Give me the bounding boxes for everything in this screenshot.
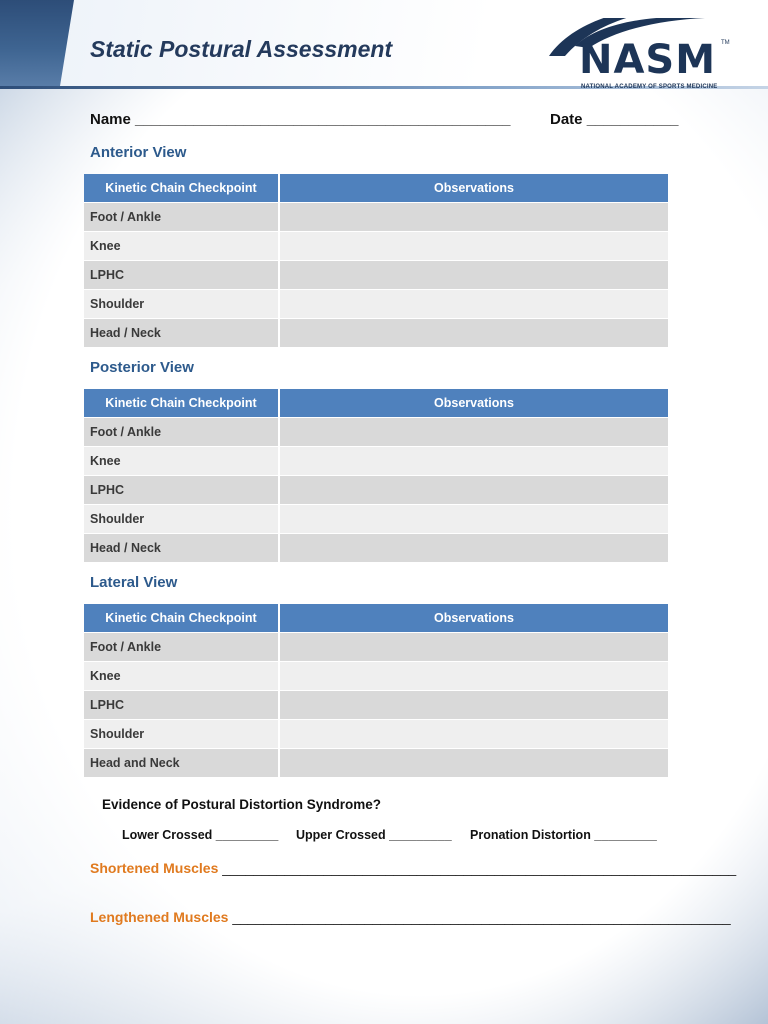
table-row [84,418,669,447]
table-row [84,691,669,720]
checkpoint-label: Foot / Ankle [84,633,279,662]
observation-cell[interactable] [279,203,669,232]
lower-crossed-field[interactable]: Lower Crossed _________ [122,828,279,842]
shortened-muscles-underline: __________________________________________________________________ [222,860,737,876]
shortened-muscles-field[interactable] [90,860,736,876]
evidence-question: Evidence of Postural Distortion Syndrome? [102,797,382,812]
name-underline: _____________________________________________ [135,111,511,128]
observation-cell[interactable] [279,749,669,778]
table-row [84,319,669,348]
observations-header: Observations [279,604,669,633]
checkpoint-header: Kinetic Chain Checkpoint [84,389,279,418]
checkpoint-label: LPHC [84,476,279,505]
lateral-table [84,604,670,778]
observation-cell[interactable] [279,319,669,348]
checkpoint-label: Head and Neck [84,749,279,778]
section-title-posterior: Posterior View [90,359,194,376]
table-row [84,447,669,476]
logo-trademark: TM [721,40,730,46]
table-row [84,662,669,691]
nasm-logo [545,18,730,94]
section-title-anterior: Anterior View [90,144,187,161]
table-row [84,261,669,290]
anterior-table [84,174,670,348]
observation-cell[interactable] [279,418,669,447]
lengthened-muscles-label: Lengthened Muscles [90,909,229,925]
checkpoint-label: Foot / Ankle [84,418,279,447]
section-title-lateral: Lateral View [90,574,178,591]
observation-cell[interactable] [279,476,669,505]
observation-cell[interactable] [279,505,669,534]
observation-cell[interactable] [279,447,669,476]
table-row [84,505,669,534]
checkpoint-label: Knee [84,447,279,476]
table-row [84,290,669,319]
observations-header: Observations [279,174,669,203]
checkpoint-label: Head / Neck [84,534,279,563]
table-row [84,534,669,563]
checkpoint-label: LPHC [84,691,279,720]
date-field[interactable] [550,111,678,128]
pronation-distortion-field[interactable]: Pronation Distortion _________ [470,828,657,842]
posterior-table [84,389,670,563]
lengthened-muscles-underline: ________________________________________________________________ [232,909,731,925]
observation-cell[interactable] [279,691,669,720]
observations-header: Observations [279,389,669,418]
checkpoint-label: Shoulder [84,290,279,319]
checkpoint-header: Kinetic Chain Checkpoint [84,604,279,633]
observation-cell[interactable] [279,261,669,290]
logo-word: NASM [579,37,717,83]
page-title: Static Postural Assessment [90,36,393,62]
observation-cell[interactable] [279,720,669,749]
upper-crossed-field[interactable]: Upper Crossed _________ [296,828,452,842]
observation-cell[interactable] [279,232,669,261]
checkpoint-label: Knee [84,662,279,691]
name-field[interactable] [90,111,510,128]
date-underline: ___________ [586,111,679,128]
table-row [84,720,669,749]
table-row [84,232,669,261]
table-row [84,203,669,232]
logo-subtitle: NATIONAL ACADEMY OF SPORTS MEDICINE [581,84,718,90]
checkpoint-label: LPHC [84,261,279,290]
lengthened-muscles-field[interactable] [90,909,731,925]
observation-cell[interactable] [279,290,669,319]
name-label: Name [90,111,131,128]
observation-cell[interactable] [279,633,669,662]
checkpoint-label: Knee [84,232,279,261]
observation-cell[interactable] [279,534,669,563]
table-row [84,749,669,778]
observation-cell[interactable] [279,662,669,691]
checkpoint-label: Shoulder [84,505,279,534]
checkpoint-label: Head / Neck [84,319,279,348]
checkpoint-label: Foot / Ankle [84,203,279,232]
checkpoint-label: Shoulder [84,720,279,749]
shortened-muscles-label: Shortened Muscles [90,860,219,876]
checkpoint-header: Kinetic Chain Checkpoint [84,174,279,203]
table-row [84,633,669,662]
date-label: Date [550,111,583,128]
table-row [84,476,669,505]
